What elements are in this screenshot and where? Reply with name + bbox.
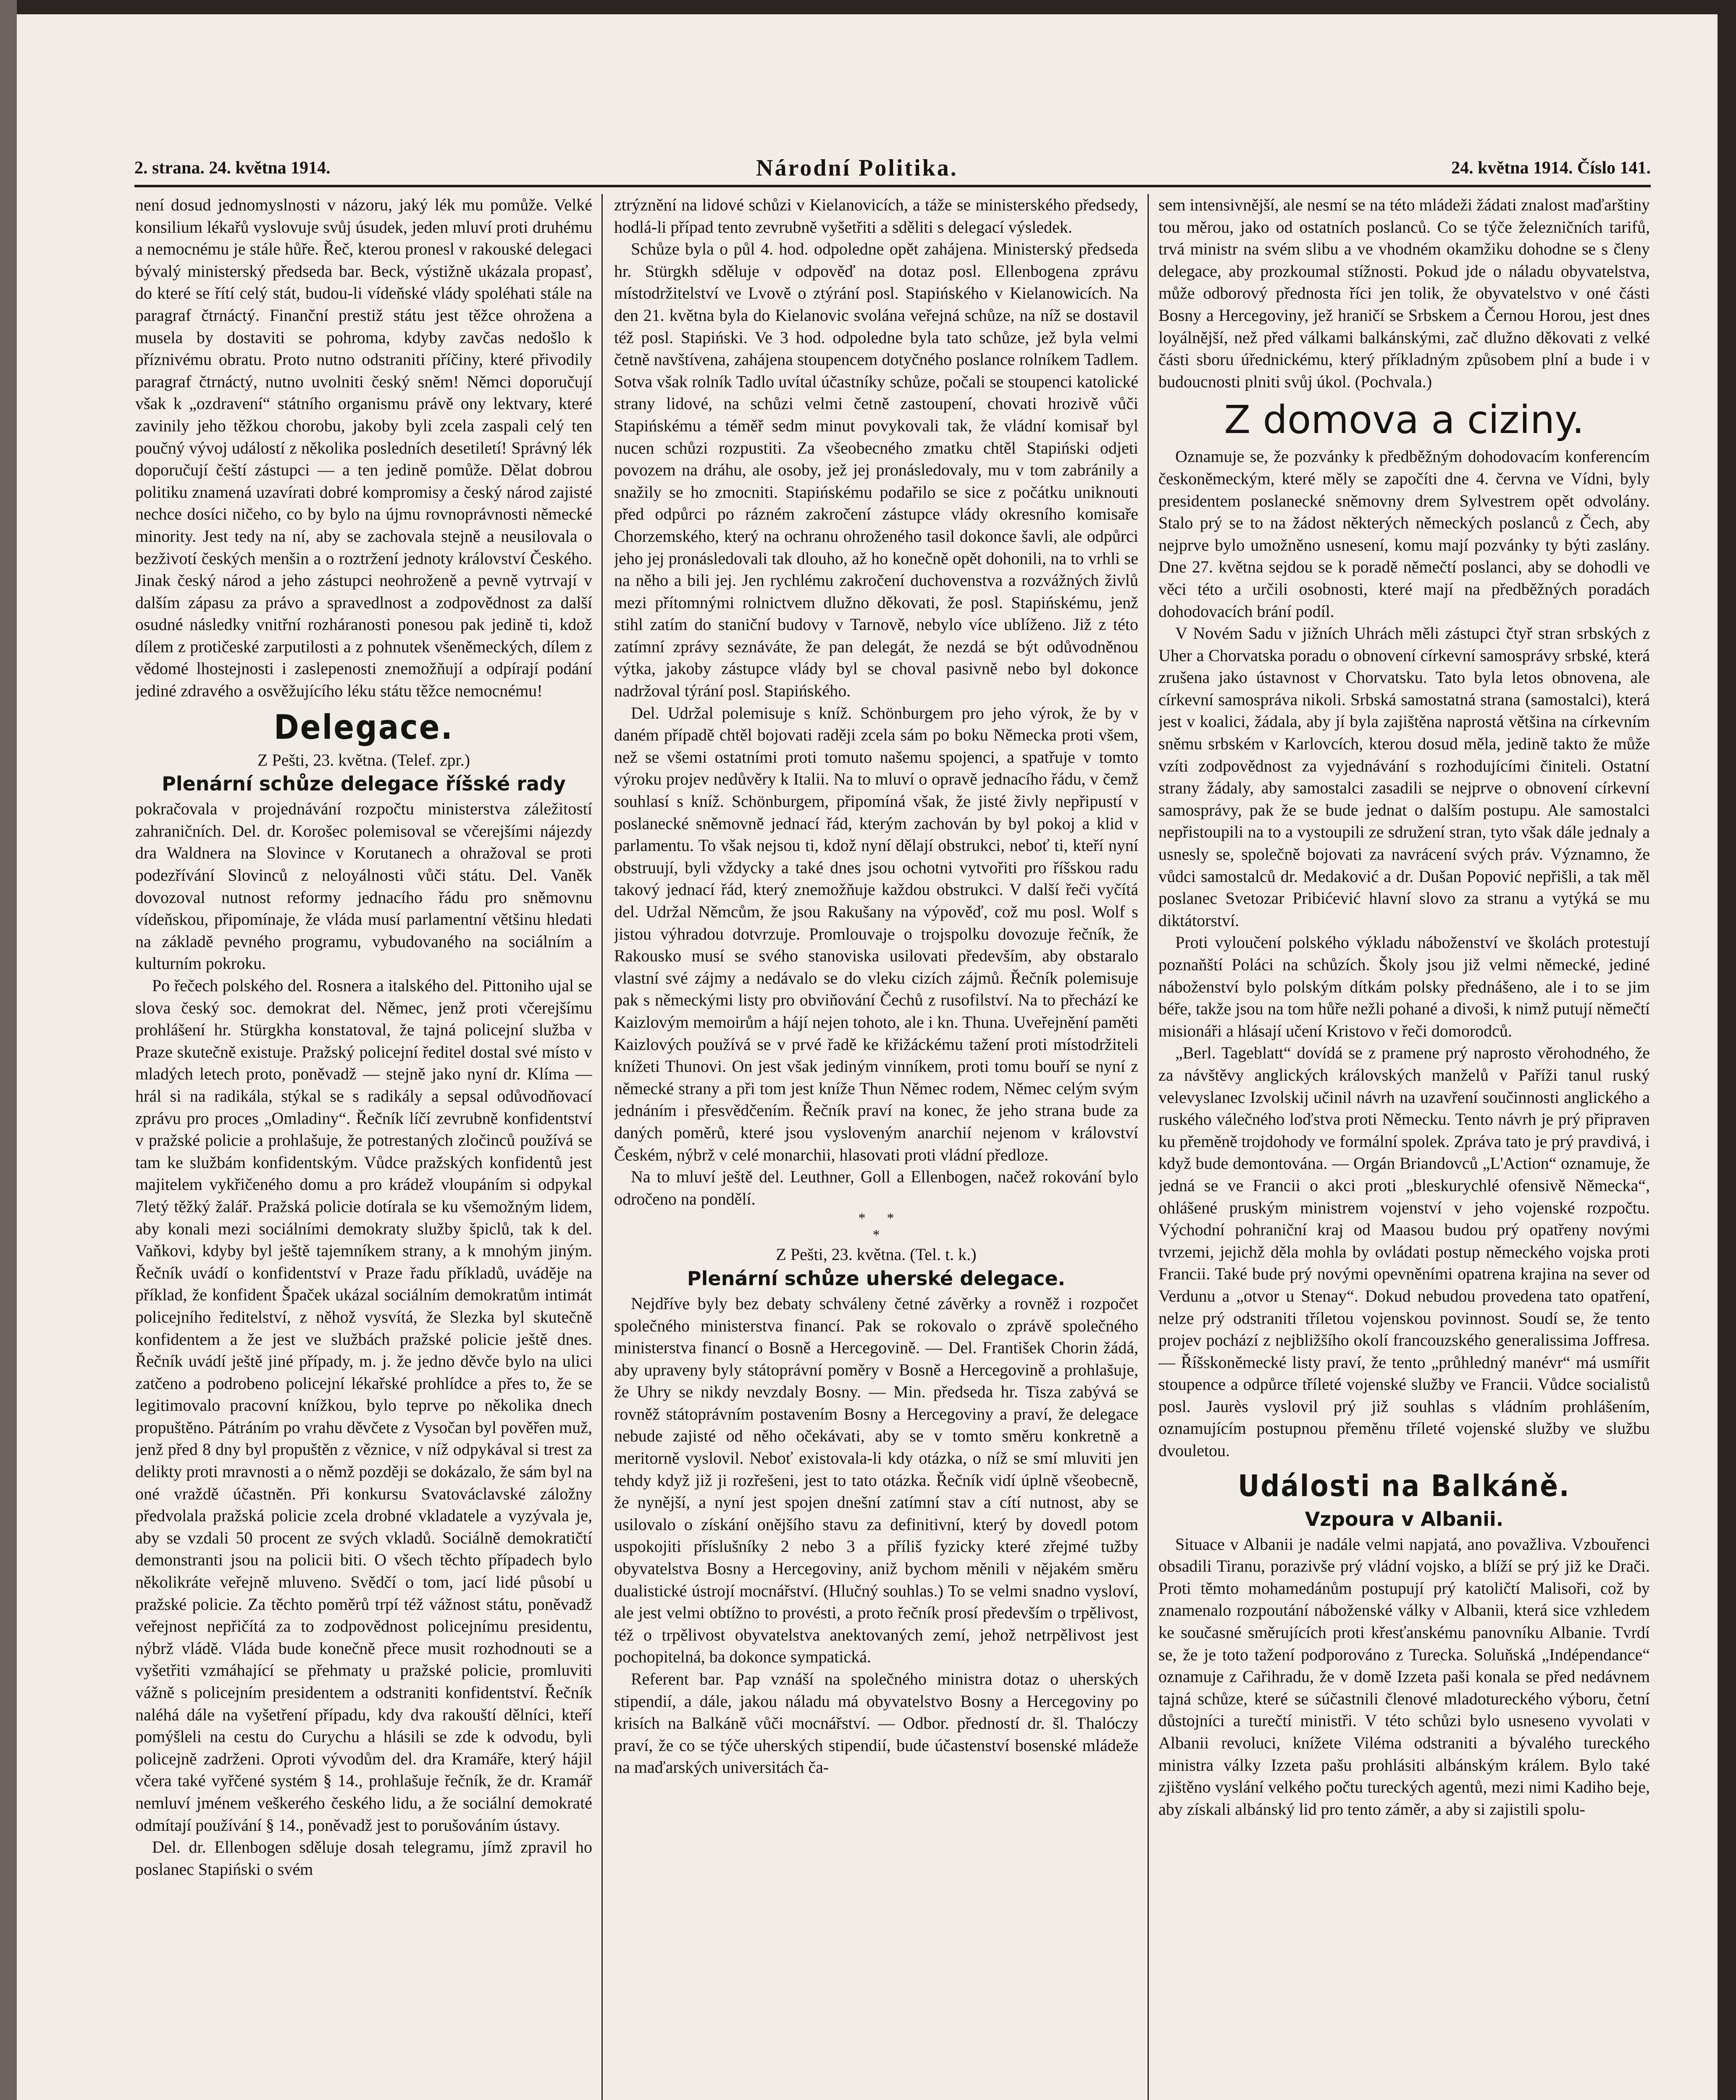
paragraph: Oznamuje se, že pozvánky k předběžným dohodovacím konferencím českoněmeckým, které měly se započíti dne 4. června ve Vídni, byly presidentem poslanecké sněmovny drem Sylvestrem opět odvolány. Stalo prý se to na žádost některých německých poslanců z Čech, aby nejprve bylo umožněno usnesení, komu mají pozvánky ty býti zaslány. Dne 27. května sejdou se k poradě němečtí poslanci, aby se dohodli ve věci této a určili osobnosti, které mají na předběžných poradách dohodovacích brání podíl. xyxy=(1158,447,1650,621)
section-heading-z-domova: Z domova a ciziny. xyxy=(1224,397,1584,443)
section-heading-balkan: Události na Balkáně. xyxy=(1238,1468,1571,1503)
subheading: Plenární schůze uherské delegace. xyxy=(687,1267,1066,1290)
column-divider xyxy=(1148,194,1149,2100)
paragraph: Schůze byla o půl 4. hod. odpoledne opět zahájena. Ministerský předseda hr. Stürgkh sděluje v odpověď na dotaz posl. Ellenbogena zprávu místodržitelství ve Lvově o ztýrání posl. Stapińského v Kielanowicích. Na den 21. května byla do Kielanovic svolána veřejná schůze, na níž se dostavil též posl. Stapiński. Ve 3 hod. odpoledne byla tato schůze, jež byla velmi četně navštívena, zahájena stoupencem dotyčného poslance rolníkem Tadlem. Sotva však rolník Tadlo uvítal účastníky schůze, počali se stoupenci katolické strany lidové, na schůzi velmi četně zastoupení, chovati hrozivě vůči Stapińskému a téměř sedm minut povykovali tak, že vládní komisař byl nucen schůzi rozpustiti. Za všeobecného zmatku chtěl Stapiński odjeti povozem na dráhu, ale osoby, jež jej pronásledovaly, mu v tom zabránily a snažily se ho zmocniti. Stapińskému podařilo se sice z počátku uniknouti před odpůrci po rázném zakročení zástupce vlády okresního komisaře Chorzemského, který na ochranu ohroženého tasil dokonce šavli, ale odpůrci jeho jej pronásledovali tak dlouho, až ho konečně opět dohonili, na to vrhli se na něho a bili jej. Jen rychlému zakročení duchovenstva a rozvážných živlů mezi přítomnými rolnictvem dlužno děkovati, že posl. Stapińskému, jenž stihl zatím do staniční budovy v Tarnově, nebylo více ublíženo. Již z této zatímní zprávy seznáváte, že pan delegát, že nezdá se být odůvodněnou výtka, jakoby zástupce vlády byl se choval pasivně nebo byl dokonce nadržoval týrání posl. Stapińského. xyxy=(614,239,1138,701)
scan-border-right xyxy=(1718,0,1736,2100)
paragraph: Del. dr. Ellenbogen sděluje dosah telegramu, jímž zpravil ho poslanec Stapiński o svém xyxy=(135,1838,592,1879)
page-and-date: 2. strana. 24. května 1914. xyxy=(134,158,331,178)
separator-stars: * * * xyxy=(858,1210,894,1243)
running-head xyxy=(134,155,1651,182)
paragraph: Del. Udržal polemisuje s kníž. Schönburgem pro jeho výrok, že by v daném případě chtěl bojovati raději zcela sám po boku Německa proti všem, než se všemi ostatními proti tomuto našemu spojenci, a spatřuje v tomto výroku projev nedůvěry k Italii. Na to mluví o opravě jednacího řádu, v čemž souhlasí s kníž. Schönburgem, připomíná však, že jisté živly nepřipustí v poslanecké sněmovně jednací řád, kterým zachován by byl pokoj a klid v parlamentu. To však nejsou ti, kdož nyní dělají obstrukci, neboť ti, kteří nyní obstruují, byli vždycky a také dnes jsou ochotni vytvořiti pro říšskou radu takový jednací řád, který znemožňuje každou obstrukci. V další řeči vyčítá del. Udržal Němcům, že jsou Rakušany na výpověď, což mu posl. Wolf s jistou výhradou dotvrzuje. Promlouvaje o trojspolku dovozuje řečník, že Rakousko musí se svého stanoviska usilovati především, aby obstaralo vlastní své zájmy a nedávalo se do vleku cizích zájmů. Řečník polemisuje pak s německými listy pro obviňování Čechů z rusofilství. Na to přechází ke Kaizlovým memoirům a hájí nejen tohoto, ale i kn. Thuna. Uveřejnění paměti Kaizlových používá se v prvé řadě ke křižáckému tažení proti místodržiteli knížeti Thunovi. On jest však jediným vinníkem, proti tomu bouří se nyní z německé strany a při tom jest kníže Thun Němec rodem, Němec celým svým jednáním i přesvědčením. Řečník praví na konec, že jeho strana bude za daných poměrů, které jsou vysloveným anarchií nejenom v království Českém, nýbrž v celé monarchii, hlasovati proti vládní předloze. xyxy=(614,703,1138,1164)
dateline: Z Pešti, 23. května. (Telef. zpr.) xyxy=(257,750,470,769)
paragraph: Na to mluví ještě del. Leuthner, Goll a Ellenbogen, načež rokování bylo odročeno na pondělí. xyxy=(614,1167,1138,1208)
paragraph: V Novém Sadu v jižních Uhrách měli zástupci čtyř stran srbských z Uher a Chorvatska poradu o obnovení církevní samosprávy srbské, která zrušena jako ústavnost v Chorvatsku. Tato byla letos obnovena, ale církevní samospráva nikoli. Srbská samostatná strana (samostalci), která jest v koalici, žádala, aby jí byla zajištěna naprostá většina na církevním sněmu srbském v Karlovcích, kterou dosud měla, jedině takto že může vzíti zodpovědnost za vyjednávání s rozhodujícími činiteli. Ostatní strany žádaly, aby samostalci zasadili se nejprve o obnovení církevní samosprávy, pak že se bude jednat o dalším postupu. Ale samostalci nepřistoupili na to a vystoupili ze sdružení stran, tyto však dále jednaly a usnesly se, společně bojovati za navrácení svých práv. Významno, že vůdci samostalců dr. Medaković a dr. Dušan Popović nepřišli, a tak měl poslanec Svetozar Pribićević hlavní slovo za stranu a vytýká se mu diktátorství. xyxy=(1158,624,1650,930)
date-and-issue-number: 24. května 1914. Číslo 141. xyxy=(1451,158,1651,178)
paragraph: Proti vyloučení polského výkladu náboženství ve školách protestují poznaňští Poláci na schůzích. Školy jsou již velmi německé, jediné náboženství bylo polským dítkám polsky přednášeno, ale i to se jim béře, takže jsou na tom hůře nežli pohané a divoši, k nimž putují němečtí misionáři a hlásají učení Kristovo v řeči domorodců. xyxy=(1158,933,1650,1040)
masthead-title: Národní Politika. xyxy=(756,155,958,181)
column-2 xyxy=(614,194,1138,2100)
subheading: Plenární schůze delegace říšské rady xyxy=(162,772,566,795)
scan-border-left xyxy=(0,0,17,2100)
paragraph: Po řečech polského del. Rosnera a italského del. Pittoniho ujal se slova český soc. demokrat del. Němec, jenž proti včerejšímu prohlášení hr. Stürgkha konstatoval, že tajná policejní služba v Praze skutečně existuje. Pražský policejní ředitel dostal své místo v mladých letech proto, poněvadž — stejně jako nyní dr. Klíma — hrál si na radikála, stýkal se s radikály a sepsal odůvodňovací zprávu pro proces „Omladiny“. Řečník líčí zevrubně konfidentství v pražské policie a prohlašuje, že potrestaných zločinců používá se tam ke službám konfidentským. Vůdce pražských konfidentů jest majitelem vykřičeného domu a pro krádež vloupáním si odpykal 7letý těžký žalář. Pražská policie dotírala se ku všemožným lidem, aby konali mezi sociálními demokraty služby špiclů, tak k del. Vaňkovi, kdyby byl ještě tajemníkem strany, a k mnohým jiným. Řečník uvádí o konfidentství v Praze řadu příkladů, uváděje na příklad, že konfident Špaček ukázal sociálním demokratům intimát policejního ředitelství, z něhož vysvítá, že Slezka byl skutečně konfidentem a že jest ve službách pražské policie ještě dnes. Řečník uvádí ještě jiné případy, m. j. že jedno děvče bylo na ulici zatčeno a podrobeno policejní lékařské prohlídce a přes to, že se legitimovalo pracovní knížkou, bylo teprve po několika dnech propuštěno. Pátráním po vrahu děvčete z Vysočan byl pověřen muž, jenž před 8 dny byl propuštěn z věznice, v níž odpykával si trest za delikty proti mravnosti a o němž později se dokázalo, že sám byl na oné vraždě účastněn. Při konkursu Svatováclavské záložny předvolala pražská policie zcela drobné vkladatele a vyzývala je, aby se vzdali 50 procent ze svých vkladů. Sociálně demokratičtí demonstranti jsou na policii biti. O všech těchto případech bylo několikráte veřejně mluveno. Svědčí o tom, jací lidé působí u pražské policie. Za těchto poměrů trpí též vážnost státu, poněvadž veřejnost nepřičítá za to zodpovědnost policejnímu presidentu, nýbrž vládě. Vláda bude konečně přece musit rozhodnouti se a vyšetřiti vzmáhající se přehmaty u pražské policie, promluviti vážně s policejním presidentem a odstraniti konfidentství. Řečník naléhá dále na vyšetření případu, kdy dva rakouští dělníci, kteří pomýšleli na cestu do Curychu a hlásili se zde k odvodu, byli policejně zadrženi. Oproti vývodům del. dra Kramáře, který hájil včera také vyřčené systém § 14., prohlašuje řečník, že dr. Kramář nemluví jménem veškerého českého lidu, a že sociální demokraté odmítají používání § 14., poněvadž jest to porušováním ústavy. xyxy=(135,976,592,1835)
paragraph: ztrýznění na lidové schůzi v Kielanovicích, a táže se ministerského předsedy, hodlá-li případ tento zevrubně vyšetřiti a sděliti s delegací výsledek. xyxy=(614,195,1138,236)
section-heading-delegace: Delegace. xyxy=(274,707,454,747)
subheading: Vzpoura v Albanii. xyxy=(1305,1507,1504,1530)
column-3 xyxy=(1158,194,1650,2100)
scan-border-top xyxy=(0,0,1736,14)
paragraph: „Berl. Tageblatt“ dovídá se z pramene prý naprosto věrohodného, že za návštěvy anglických královských manželů v Paříži tanul ruský velevyslanec Izvolskij učinil návrh na uzavření součinnosti anglického a ruského válečného loďstva proti Německu. Tento návrh je prý připraven ku přeměně trojdohody ve formální spolek. Zpráva tato je prý pravdivá, i když bude demontována. — Orgán Briandovců „L'Action“ oznamuje, že jedná se ve Francii o akci proti „bleskurychlé ofensivě Německa“, ohlášené pruským ministrem vojenství v jeho vojenské rozpočtu. Východní pohraniční kraj od Maasou budou prý opatřeny novými tvrzemi, jejichž děla mohla by ovládati postup německého vojska proti Francii. Také bude prý novými opevněními opatrena krajina na sever od Verdunu a „otvor u Stenay“. Dokud nebudou provedena tato opatření, nelze prý odstraniti tříletou vojenskou povinnost. Soudí se, že tento projev pochází z nejbližšího okolí francouzského generalissima Joffresa. — Říšskoněmecké listy praví, že tento „průhledný manévr“ má usmířit stoupence a odpůrce tříleté vojenské služby ve Francii. Vůdce socialistů posl. Jaurès vyslovil prý již souhlas s vládním prohlášením, oznamujícím postupnou přeměnu tříleté vojenské služby ve službu dvouletou. xyxy=(1158,1043,1650,1460)
column-divider xyxy=(601,194,603,2100)
paragraph: sem intensivnější, ale nesmí se na této mládeži žádati znalost maďarštiny tou měrou, jako od ostatních poslanců. Co se týče železničních tarifů, trvá ministr na svém slibu a ve vhodném okamžiku dohodne se s členy delegace, aby prozkoumal stížnosti. Pokud jde o náladu obyvatelstva, může odborový přednosta říci jen tolik, že obyvatelstvo v oné části Bosny a Hercegoviny, jež hraničí se Srbskem a Černou Horou, jest dnes loyálnější, než před válkami balkánskými, zač dlužno děkovati z velké části sboru úřednickému, který příkladným způsobem plní a bude i v budoucnosti plniti svůj úkol. (Pochvala.) xyxy=(1158,195,1650,391)
paragraph: Referent bar. Pap vznáší na společného ministra dotaz o uherských stipendií, a dále, jakou náladu má obyvatelstvo Bosny a Hercegoviny po krisích na Balkáně vůči mocnářství. — Odbor. předností dr. šl. Thalóczy praví, že co se týče uherských stipendií, bude účastenství bosenské mládeže na maďarských universitách ča- xyxy=(614,1670,1138,1777)
dateline: Z Pešti, 23. května. (Tel. t. k.) xyxy=(776,1245,977,1264)
paragraph: Nejdříve byly bez debaty schváleny četné závěrky a rovněž i rozpočet společného ministerstva financí. Pak se rokovalo o zprávě společného ministerstva financí o Bosně a Hercegovině. — Del. František Chorin žádá, aby upraveny byly státoprávní poměry v Bosně a Hercegovině a prohlašuje, že Uhry se nikdy nevzdaly Bosny. — Min. předseda hr. Tisza zabývá se rovněž státoprávním postavením Bosny a Hercegoviny a praví, že delegace nebude zajisté od něho očekávati, aby se v tomto směru konkretně a meritorně vyslovil. Neboť existovala-li kdy otázka, o níž se smí mluviti jen tehdy když již ji rozřešeni, jest to tato otázka. Řečník vidí úplně všeobecně, že nynější, a nyní jest spojen dnešní zatímní stav a cítí nutnost, aby se usilovalo o získání onějšího stavu za definitivní, který by dovedl potom uspokojiti příslušníky 2 nebo 3 a příliš fyzicky které zřejmé tužby obyvatelstva Bosny a Hercegoviny, aniž bychom měnili v nějakém směru dualistické ústrojí mocnářství. (Hlučný souhlas.) To se velmi snadno vysloví, ale jest velmi obtížno to provésti, a proto řečník prosí především o trpělivost, též o trpělivost obyvatelstva anektovaných zemí, jehož netrpělivost jest pochopitelná, ba dokonce sympatická. xyxy=(614,1294,1138,1667)
article-continuation: není dosud jednomyslnosti v názoru, jaký lék mu pomůže. Velké konsilium lékařů vyslovuje svůj úsudek, jeden mluví proti druhému a nemocnému je stále hůře. Řeč, kterou pronesl v rakouské delegaci bývalý ministerský předseda bar. Beck, výstižně ukázala propasť, do které se řítí celý stát, budou-li vídeňské vlády spoléhati stále na paragraf čtrnáctý. Finanční prestiž státu jest těžce ohrožena a musela by dostaviti se pohroma, kdyby zavčas nedošlo k příznivému obratu. Proto nutno odstraniti příčiny, které přivodily paragraf čtrnáctý, nutno uvolniti český sněm! Němci doporučují však k „ozdravení“ státního organismu právě ony lektvary, které zavinily jeho těžkou chorobu, jakoby byli zcela zaspali celý ten poučný vývoj událostí z několika posledních desetiletí! Správný lék doporučují čeští zástupci — a ten jedině pomůže. Dělat dobrou politiku znamená uzavírati dobré kompromisy a český národ zajisté nechce dosíci ničeho, co by bylo na újmu rovnoprávnosti německé minority. Jest tedy na ní, aby se zachovala stejně a neusilovala o bezživotí českých menšin a o roztržení jednoty království Českého. Jinak český národ a jeho zástupci neohroženě a pevně vytrvají v dalším zápasu za právo a spravedlnost a zodpovědnost za další osudné následky vnitřní rozháranosti ponesou pak jedině ti, kdož dílem z protičeské zarputilosti a z pohnutek všeněmeckých, dílem z vědomé lhostejnosti i zaslepenosti znemožňují a odpírají podání jediné zdravého a osvěžujícího léku státu těžce nemocnému! xyxy=(135,195,592,701)
paragraph: pokračovala v projednávání rozpočtu ministerstva záležitostí zahraničních. Del. dr. Korošec polemisoval se včerejšími nájezdy dra Waldnera na Slovince v Korutanech a ohražoval se proti podezřívání Slovinců z neloyálnosti vůči státu. Del. Vaněk dovozoval nutnost reformy jednacího řádu pro sněmovnu vídeňskou, připomínaje, že vláda musí parlamentní většinu hledati na základě pevného programu, vybudovaného na sociálním a kulturním pokroku. xyxy=(135,799,592,973)
column-1 xyxy=(135,194,592,2100)
header-rule xyxy=(134,185,1651,187)
paragraph: Situace v Albanii je nadále velmi napjatá, ano považliva. Vzbouřenci obsadili Tiranu, porazivše prý vládní vojsko, a blíží se prý již ke Drači. Proti těmto mohamedánům postupují prý katoličtí Malisoři, což by znamenalo rozpoutání náboženské války v Albanii, která sice vzhledem ke současné směrujících proti křesťanskému panovníku Albanie. Tvrdí se, že je toto tažení podporováno z Turecka. Soluňská „Indépendance“ oznamuje z Cařihradu, že v domě Izzeta paši konala se před nedávnem tajná schůze, které se súčastnili členové mladotureckého výboru, četní důstojníci a turečtí ministři. V této schůzi bylo usneseno vyvolati v Albanii revoluci, knížete Viléma odstraniti a bývalého tureckého ministra války Izzeta pašu prohlásiti albánským králem. Bylo také zjištěno vyslání velkého počtu tureckých agentů, mezi nimi Kadiho beje, aby získali albánský lid pro tento záměr, a aby si zajistili spolu- xyxy=(1158,1534,1650,1819)
